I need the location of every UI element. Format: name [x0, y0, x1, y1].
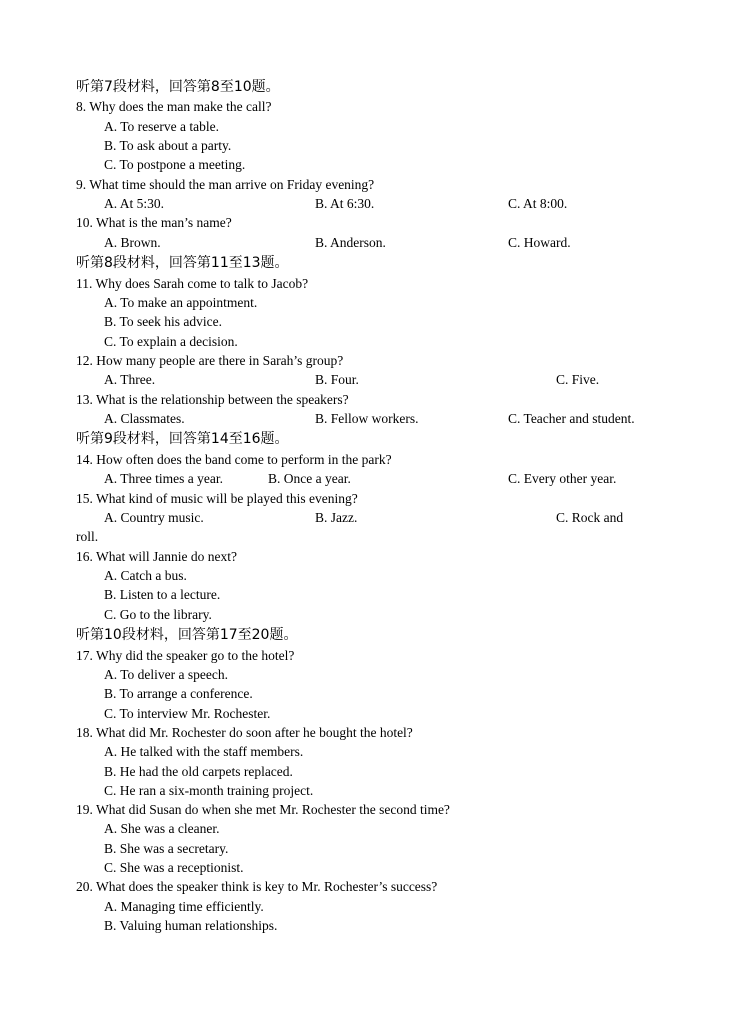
option: B. To arrange a conference. [104, 686, 253, 701]
option: A. Managing time efficiently. [104, 899, 264, 914]
option: A. He talked with the staff members. [104, 744, 304, 759]
question: 15. What kind of music will be played this evening? [76, 491, 358, 506]
option: B. Four. [315, 372, 359, 387]
option: B. She was a secretary. [104, 841, 229, 856]
option: B. To seek his advice. [104, 314, 223, 329]
option: C. Rock and [556, 510, 624, 525]
option: A. Three. [104, 372, 156, 387]
option-wrap: roll. [76, 529, 99, 544]
question: 19. What did Susan do when she met Mr. Rochester the second time? [76, 802, 450, 817]
option: A. To reserve a table. [104, 119, 220, 134]
question: 17. Why did the speaker go to the hotel? [76, 648, 295, 663]
option: C. To postpone a meeting. [104, 157, 246, 172]
option: B. Listen to a lecture. [104, 587, 221, 602]
option: C. She was a receptionist. [104, 860, 244, 875]
section-heading: 听第10段材料，回答第17至20题。 [76, 627, 298, 643]
option: B. He had the old carpets replaced. [104, 764, 293, 779]
option: B. Once a year. [268, 471, 351, 486]
option: C. To interview Mr. Rochester. [104, 706, 271, 721]
question: 16. What will Jannie do next? [76, 549, 237, 564]
option: B. To ask about a party. [104, 138, 232, 153]
option: C. Every other year. [508, 471, 617, 486]
question: 9. What time should the man arrive on Friday evening? [76, 177, 375, 192]
option: A. Three times a year. [104, 471, 223, 486]
option: B. Valuing human relationships. [104, 918, 278, 933]
option: C. Teacher and student. [508, 411, 635, 426]
option: A. Catch a bus. [104, 568, 187, 583]
option: A. To deliver a speech. [104, 667, 229, 682]
option: B. Anderson. [315, 235, 386, 250]
question: 13. What is the relationship between the speakers? [76, 392, 349, 407]
option: C. To explain a decision. [104, 334, 238, 349]
option: A. Country music. [104, 510, 204, 525]
option: B. Jazz. [315, 510, 358, 525]
option: C. Howard. [508, 235, 571, 250]
option: A. Classmates. [104, 411, 185, 426]
question: 8. Why does the man make the call? [76, 99, 272, 114]
option: B. At 6:30. [315, 196, 375, 211]
section-heading: 听第7段材料，回答第8至10题。 [76, 79, 280, 95]
option: C. Five. [556, 372, 600, 387]
section-heading: 听第8段材料，回答第11至13题。 [76, 255, 289, 271]
question: 10. What is the man’s name? [76, 215, 232, 230]
option: C. Go to the library. [104, 607, 212, 622]
option: C. At 8:00. [508, 196, 568, 211]
question: 20. What does the speaker think is key to Mr. Rochester’s success? [76, 879, 438, 894]
option: A. Brown. [104, 235, 161, 250]
question: 14. How often does the band come to perform in the park? [76, 452, 392, 467]
option: B. Fellow workers. [315, 411, 419, 426]
option: C. He ran a six-month training project. [104, 783, 314, 798]
section-heading: 听第9段材料，回答第14至16题。 [76, 431, 289, 447]
option: A. She was a cleaner. [104, 821, 220, 836]
question: 11. Why does Sarah come to talk to Jacob? [76, 276, 309, 291]
question: 18. What did Mr. Rochester do soon after he bought the hotel? [76, 725, 413, 740]
option: A. To make an appointment. [104, 295, 258, 310]
question: 12. How many people are there in Sarah’s group? [76, 353, 344, 368]
option: A. At 5:30. [104, 196, 165, 211]
